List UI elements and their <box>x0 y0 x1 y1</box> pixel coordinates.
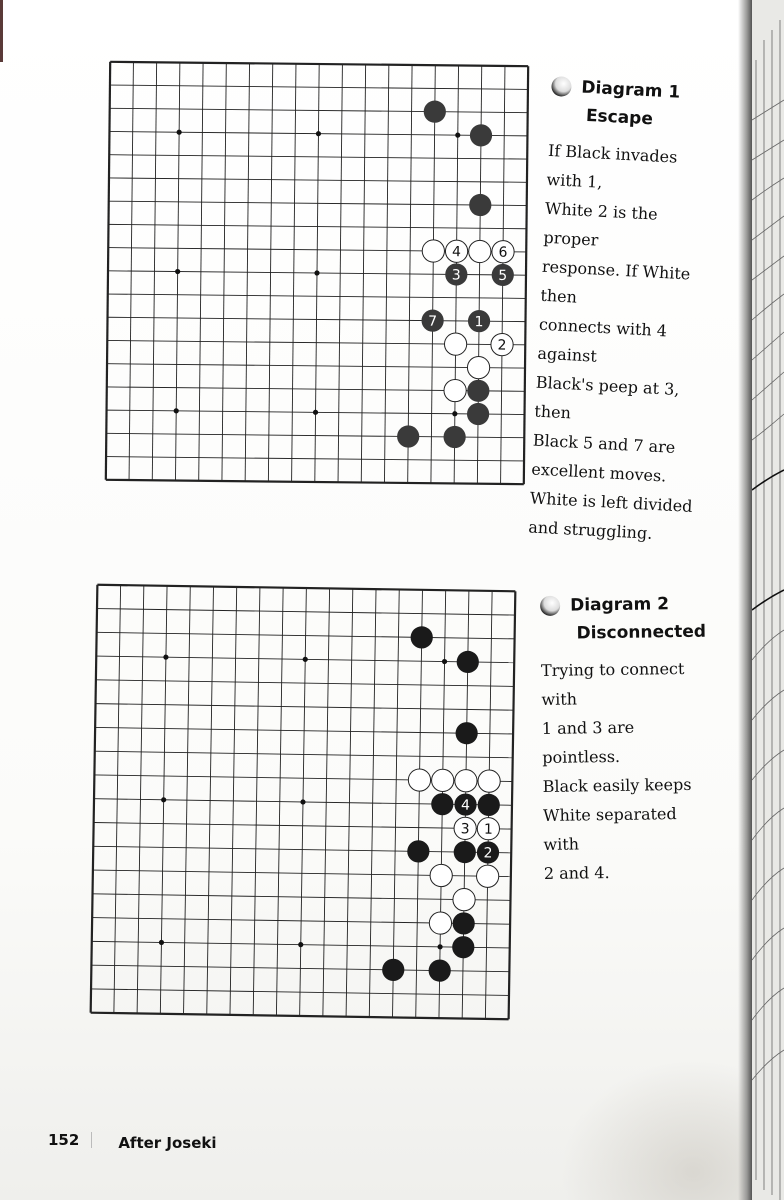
black-stone <box>421 309 443 331</box>
white-stone <box>408 769 431 792</box>
star-point <box>442 659 447 664</box>
star-point <box>313 410 318 415</box>
black-stone <box>470 124 492 146</box>
facing-page-edge <box>752 0 784 1200</box>
star-point <box>177 130 182 135</box>
go-board-diagram-2 <box>89 583 518 1022</box>
star-point <box>316 131 321 136</box>
black-stone <box>492 264 514 286</box>
black-stone <box>467 380 489 402</box>
move-number: 5 <box>498 267 508 284</box>
black-stone <box>455 722 478 745</box>
white-stone <box>453 888 476 911</box>
black-stone <box>428 959 451 982</box>
body-line: response. If White then <box>540 256 691 307</box>
move-number: 4 <box>452 244 462 261</box>
move-number: 6 <box>498 244 508 261</box>
go-stone-icon <box>551 76 572 97</box>
black-stone <box>468 310 490 332</box>
white-stone <box>454 817 477 840</box>
star-point <box>159 940 164 945</box>
white-stone <box>491 333 513 355</box>
page-number: 152 <box>48 1131 80 1149</box>
star-point <box>175 269 180 274</box>
body-line: 2 and 4. <box>543 863 610 883</box>
star-point <box>452 411 457 416</box>
page-footer <box>48 1128 217 1152</box>
black-stone <box>452 936 475 959</box>
black-stone <box>424 100 446 122</box>
star-point <box>314 270 319 275</box>
star-point <box>161 797 166 802</box>
move-number: 3 <box>451 267 461 284</box>
diagram-1-caption <box>528 76 722 550</box>
black-stone <box>431 793 454 816</box>
black-stone <box>397 425 419 447</box>
diagram-2-heading <box>540 594 710 616</box>
move-number: 3 <box>460 821 470 838</box>
star-point <box>298 942 303 947</box>
diagram-1-subtitle: Escape <box>585 105 654 130</box>
move-number: 2 <box>497 337 507 354</box>
diagram-2-body <box>541 654 714 888</box>
white-stone <box>431 769 454 792</box>
move-number: 2 <box>483 845 493 862</box>
black-stone <box>452 912 475 935</box>
star-point <box>455 133 460 138</box>
black-stone <box>477 794 500 817</box>
black-stone <box>477 841 500 864</box>
black-stone <box>454 793 477 816</box>
black-stone <box>407 840 430 863</box>
star-point <box>437 944 442 949</box>
white-stone <box>444 379 466 401</box>
white-stone <box>476 865 499 888</box>
white-stone <box>444 333 466 355</box>
move-number: 1 <box>483 821 493 838</box>
white-stone <box>422 240 444 262</box>
go-stone-icon <box>540 596 560 616</box>
board-grid <box>89 583 518 1022</box>
star-point <box>300 799 305 804</box>
footer-divider <box>91 1132 92 1148</box>
star-point <box>174 408 179 413</box>
body-line: Black easily keeps <box>542 774 692 796</box>
body-line: excellent moves. <box>530 459 667 486</box>
running-title: After Joseki <box>118 1134 217 1152</box>
black-stone <box>454 841 477 864</box>
black-stone <box>469 194 491 216</box>
white-stone <box>477 817 500 840</box>
body-line: Black 5 and 7 are <box>532 430 676 457</box>
move-number: 1 <box>474 314 484 331</box>
body-line: Trying to connect with <box>540 658 685 709</box>
body-line: White 2 is the proper <box>543 198 659 250</box>
black-stone <box>382 959 405 982</box>
white-stone <box>445 240 467 262</box>
black-stone <box>443 426 465 448</box>
move-number: 4 <box>460 797 471 814</box>
body-line: White separated with <box>542 804 677 854</box>
facing-page-board-fragment <box>752 0 784 1200</box>
white-stone <box>478 770 501 793</box>
previous-page-edge <box>0 0 3 62</box>
white-stone <box>469 240 491 262</box>
body-line: and struggling. <box>527 517 653 543</box>
black-stone <box>445 263 467 285</box>
page-shadow <box>560 1060 750 1200</box>
move-number: 7 <box>428 313 438 330</box>
diagram-1-heading <box>551 76 722 105</box>
go-board-diagram-1 <box>104 60 530 486</box>
white-stone <box>429 912 452 935</box>
diagram-1-body <box>528 136 719 550</box>
body-line: White is left divided <box>529 488 693 516</box>
body-line: 1 and 3 are pointless. <box>541 717 635 767</box>
body-line: If Black invades with 1, <box>546 140 678 192</box>
board-grid <box>104 60 530 486</box>
black-stone <box>456 651 479 674</box>
white-stone <box>492 240 514 262</box>
diagram-2-label: Diagram 2 <box>569 594 670 616</box>
star-point <box>303 657 308 662</box>
white-stone <box>430 864 453 887</box>
star-point <box>163 655 168 660</box>
diagram-2-subtitle: Disconnected <box>576 621 707 644</box>
white-stone <box>467 356 489 378</box>
diagram-2-caption <box>540 594 714 888</box>
diagram-1-label: Diagram 1 <box>580 77 681 103</box>
white-stone <box>455 769 478 792</box>
body-line: Black's peep at 3, then <box>533 372 680 423</box>
body-line: connects with 4 against <box>536 314 668 366</box>
black-stone <box>410 626 433 649</box>
black-stone <box>467 403 489 425</box>
